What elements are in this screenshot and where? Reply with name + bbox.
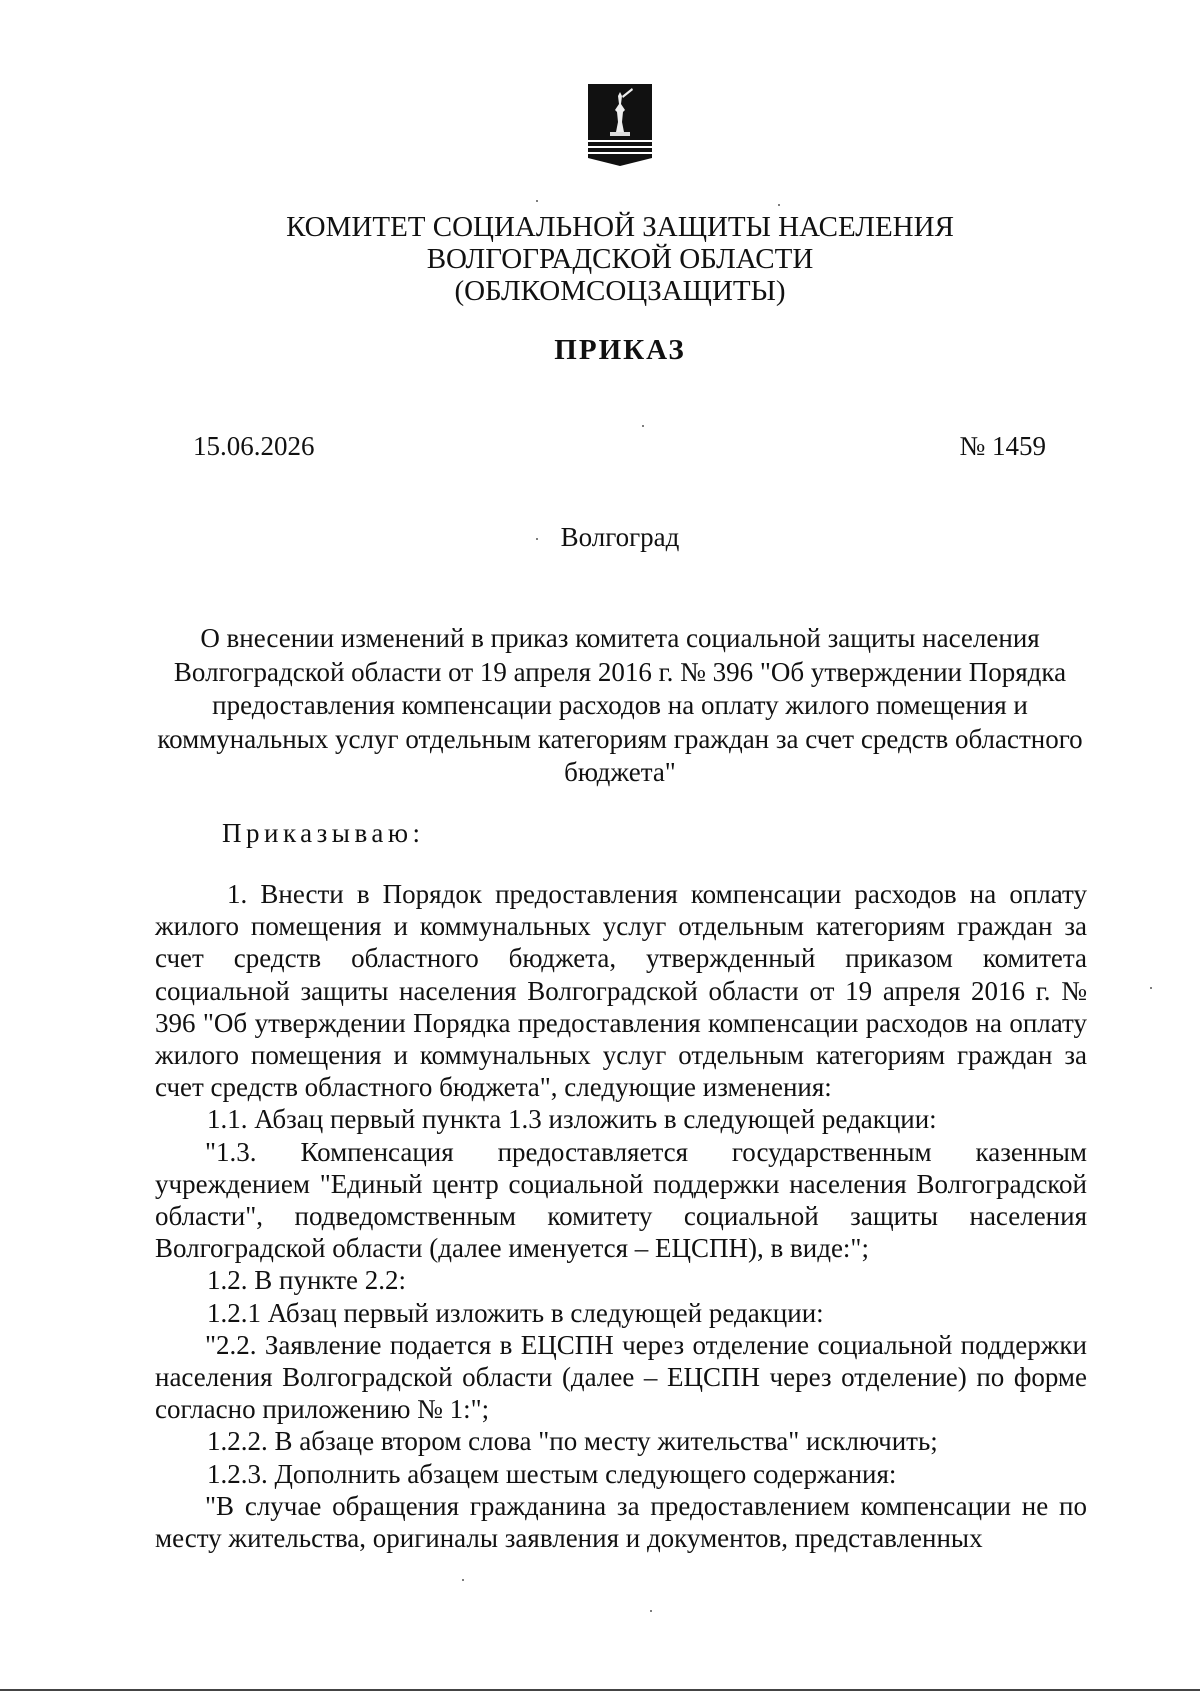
scan-speck [642,425,644,427]
paragraph-item-1-1: 1.1. Абзац первый пункта 1.3 изложить в следующей редакции: [207,1104,937,1135]
paragraph-item-1-2-3: 1.2.3. Дополнить абзацем шестым следующего содержания: [207,1458,897,1489]
header-line-1: КОМИТЕТ СОЦИАЛЬНОЙ ЗАЩИТЫ НАСЕЛЕНИЯ [286,211,954,243]
paragraph-item-1: 1. Внести в Порядок предоставления компенсации расходов на оплату жилого помещения и коммунальных услуг отдельным категориям граждан за счет средств областного бюджета, утвержденный приказом комитета социальной защиты населения Волгоградской области от 19 апреля 2016 г. № 396 "Об утверждении Порядка предоставления компенсации расходов на оплату жилого помещения и коммунальных услуг отдельным категориям граждан за счет средств областного бюджета", следующие изменения: [155,879,1087,1103]
paragraph-item-1-2: 1.2. В пункте 2.2: [207,1265,406,1296]
paragraph-item-1-2-2: 1.2.2. В абзаце втором слова "по месту жительства" исключить; [207,1426,938,1457]
coat-of-arms-emblem [586,82,654,166]
paragraph-quote-2-2: "2.2. Заявление подается в ЕЦСПН через отделение социальной поддержки населения Волгоградской области (далее – ЕЦСПН через отделение) по форме согласно приложению № 1:"; [155,1329,1087,1425]
scan-speck [536,200,538,202]
header-line-2: ВОЛГОГРАДСКОЙ ОБЛАСТИ [426,243,814,275]
order-subject: О внесении изменений в приказ комитета социальной защиты населения Волгоградской области от 19 апреля 2016 г. № 396 "Об утверждении Порядка предоставления компенсации расходов на оплату жилого помещения и коммунальных услуг отдельным категориям граждан за счет средств областного бюджета" [157,623,1083,787]
directive-label: Приказываю: [222,818,425,848]
order-date: 15.06.2026 [193,431,315,461]
scan-speck [1150,987,1152,989]
paragraph-quote-sixth: "В случае обращения гражданина за предоставлением компенсации не по месту жительства, оригиналы заявления и документов, представленных [155,1490,1087,1554]
header-line-3: (ОБЛКОМСОЦЗАЩИТЫ) [454,275,786,307]
order-number: № 1459 [959,431,1046,461]
scan-speck [462,1579,464,1581]
paragraph-item-1-2-1: 1.2.1 Абзац первый изложить в следующей редакции: [207,1297,824,1328]
scan-speck [778,204,780,206]
organization-header [0,211,1200,307]
scan-speck [536,538,538,540]
paragraph-quote-1-3: "1.3. Компенсация предоставляется государственным казенным учреждением "Единый центр социальной поддержки населения Волгоградской области", подведомственным комитету социальной защиты населения Волгоградской области (далее именуется – ЕЦСПН), в виде:"; [155,1136,1087,1264]
scan-speck [650,1610,652,1612]
document-title: ПРИКАЗ [554,334,686,366]
order-city: Волгоград [560,522,680,552]
scan-edge-line [0,1689,1200,1691]
order-body [155,878,1087,1554]
